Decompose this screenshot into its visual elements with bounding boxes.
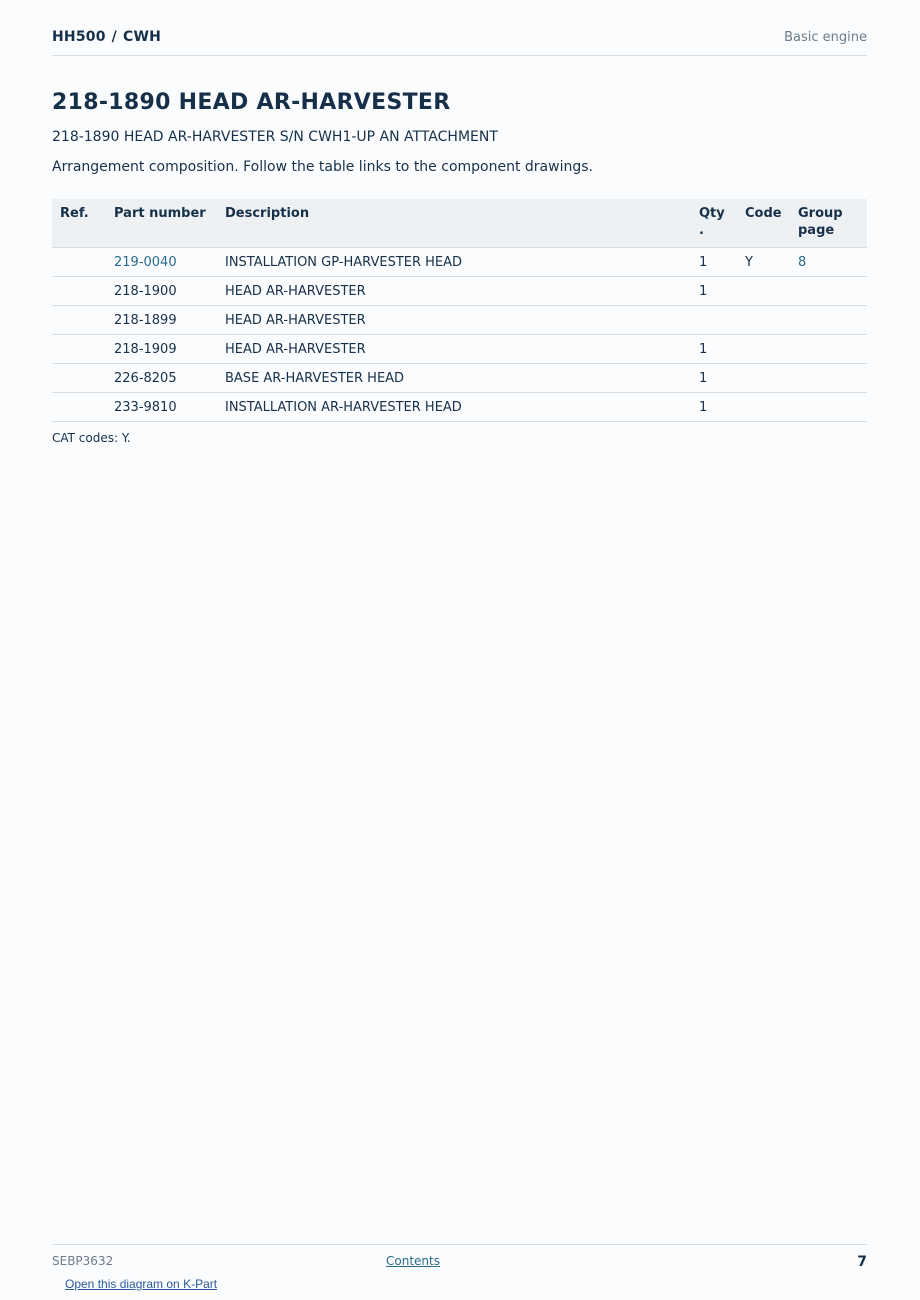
cell-code xyxy=(737,277,790,306)
cell-group-page xyxy=(790,393,867,422)
cell-qty: 1 xyxy=(691,248,737,277)
page-subtitle: 218-1890 HEAD AR-HARVESTER S/N CWH1-UP AN ATTACHMENT xyxy=(52,129,498,145)
table-row xyxy=(52,393,867,422)
cell-ref xyxy=(52,335,106,364)
cell-part-number: 218-1899 xyxy=(106,306,217,335)
cell-ref xyxy=(52,306,106,335)
cell-ref xyxy=(52,248,106,277)
cell-qty: 1 xyxy=(691,393,737,422)
breadcrumb-model: HH500 xyxy=(52,29,106,45)
column-header-qty-line2: . xyxy=(699,223,704,238)
cell-group-page xyxy=(790,335,867,364)
cell-code xyxy=(737,335,790,364)
open-kpart-link[interactable]: Open this diagram on K-Part xyxy=(65,1277,218,1291)
cell-description: INSTALLATION AR-HARVESTER HEAD xyxy=(217,393,691,422)
column-header-code: Code xyxy=(737,199,790,248)
cell-code xyxy=(737,364,790,393)
cell-ref xyxy=(52,364,106,393)
table-row xyxy=(52,306,867,335)
parts-table xyxy=(52,199,867,422)
cell-qty: 1 xyxy=(691,335,737,364)
cell-part-number: 233-9810 xyxy=(106,393,217,422)
table-row xyxy=(52,277,867,306)
cell-description: HEAD AR-HARVESTER xyxy=(217,277,691,306)
column-header-description: Description xyxy=(217,199,691,248)
cell-ref xyxy=(52,393,106,422)
cell-qty: 1 xyxy=(691,364,737,393)
document-code: SEBP3632 xyxy=(52,1254,114,1268)
column-header-ref: Ref. xyxy=(52,199,106,248)
page-title: 218-1890 HEAD AR-HARVESTER xyxy=(52,90,451,115)
cell-ref xyxy=(52,277,106,306)
breadcrumb-serial-prefix: CWH xyxy=(123,29,162,45)
cell-group-page xyxy=(790,364,867,393)
breadcrumb-separator: / xyxy=(111,29,117,45)
parts-table-header xyxy=(52,199,867,248)
cell-part-number: 218-1900 xyxy=(106,277,217,306)
cell-description: HEAD AR-HARVESTER xyxy=(217,335,691,364)
part-number-link[interactable]: 219-0040 xyxy=(114,254,177,270)
table-row xyxy=(52,248,867,277)
column-header-group-page xyxy=(790,199,867,248)
section-label: Basic engine xyxy=(784,30,867,45)
cell-code xyxy=(737,393,790,422)
cat-codes-note: CAT codes: Y. xyxy=(52,431,131,445)
cell-qty xyxy=(691,306,737,335)
parts-table-body xyxy=(52,248,867,422)
column-header-group-line1: Group xyxy=(798,206,843,221)
header-row xyxy=(52,199,867,248)
cell-qty: 1 xyxy=(691,277,737,306)
column-header-group-line2: page xyxy=(798,223,835,238)
cell-code xyxy=(737,306,790,335)
contents-link[interactable]: Contents xyxy=(386,1254,440,1268)
cell-description: INSTALLATION GP-HARVESTER HEAD xyxy=(217,248,691,277)
cell-group-page xyxy=(790,277,867,306)
breadcrumb xyxy=(52,29,161,45)
cell-part-number: 218-1909 xyxy=(106,335,217,364)
intro-text: Arrangement composition. Follow the table links to the component drawings. xyxy=(52,159,593,175)
page-footer xyxy=(52,1244,867,1275)
column-header-qty-line1: Qty xyxy=(699,206,725,221)
cell-group-page xyxy=(790,306,867,335)
page-number: 7 xyxy=(857,1254,867,1270)
cell-code: Y xyxy=(737,248,790,277)
column-header-part-number: Part number xyxy=(106,199,217,248)
table-row xyxy=(52,364,867,393)
table-row xyxy=(52,335,867,364)
column-header-qty xyxy=(691,199,737,248)
page-header xyxy=(52,28,867,56)
cell-part-number: 226-8205 xyxy=(106,364,217,393)
group-page-link[interactable]: 8 xyxy=(798,254,807,270)
cell-part-number xyxy=(106,248,217,277)
cell-description: BASE AR-HARVESTER HEAD xyxy=(217,364,691,393)
cell-description: HEAD AR-HARVESTER xyxy=(217,306,691,335)
cell-group-page xyxy=(790,248,867,277)
